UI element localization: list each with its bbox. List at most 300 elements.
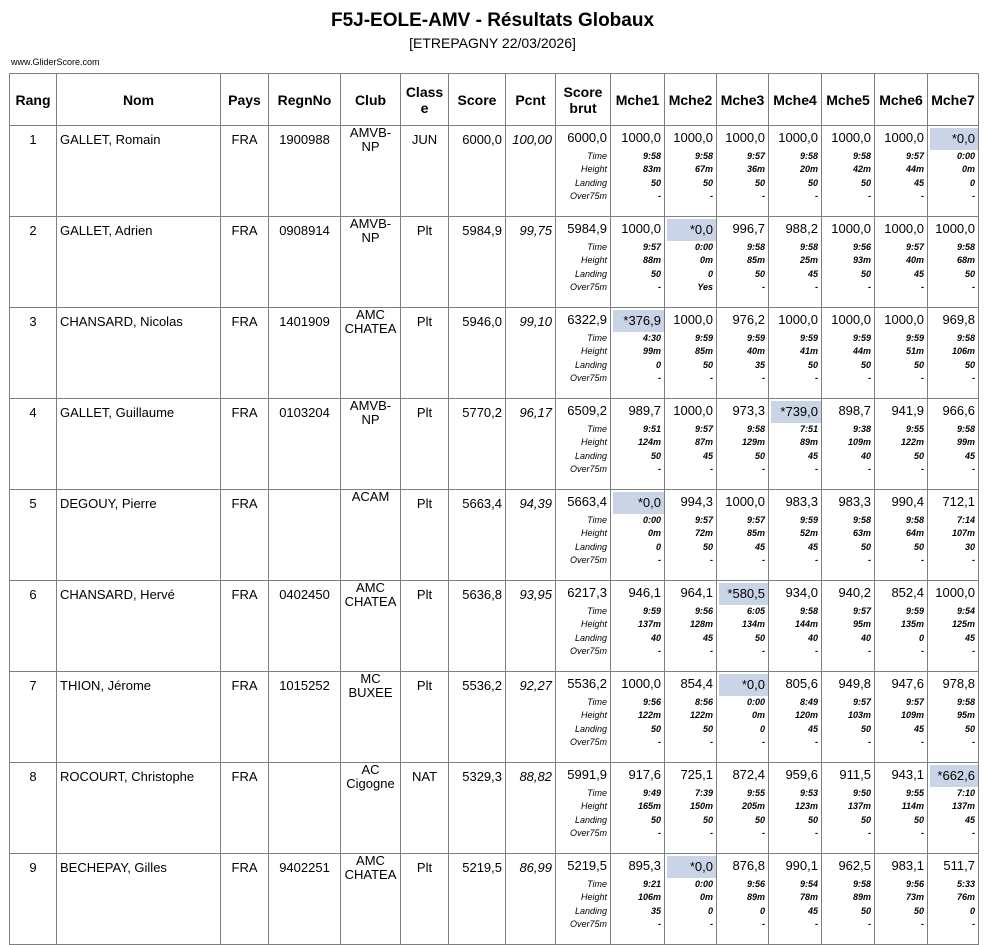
round-cell (665, 672, 717, 763)
round-landing: 50 (754, 814, 765, 825)
round-score: 1000,0 (935, 585, 975, 600)
round-time: 9:58 (956, 333, 975, 343)
percent-cell: 96,17 (506, 399, 556, 490)
round-time: 9:59 (905, 333, 924, 343)
round-cell (611, 308, 665, 399)
score-brut-value: 6000,0 (567, 130, 607, 145)
round-score: 988,2 (785, 221, 818, 236)
round-cell (875, 399, 928, 490)
round-time: 9:58 (694, 151, 713, 161)
round-cell (875, 581, 928, 672)
detail-label: Landing (574, 723, 607, 734)
class-cell: Plt (401, 490, 449, 581)
round-cell (611, 217, 665, 308)
score-brut-cell (556, 399, 611, 490)
round-landing: 0 (655, 359, 661, 370)
round-cell (717, 672, 769, 763)
score-brut-value: 5536,2 (567, 676, 607, 691)
round-score: 1000,0 (673, 403, 713, 418)
round-score: 947,6 (891, 676, 924, 691)
round-height: 137m (637, 619, 661, 630)
round-over75m: - (868, 555, 871, 566)
round-time: 9:56 (642, 697, 661, 707)
round-landing: 50 (650, 723, 661, 734)
col-header-pays: Pays (221, 74, 269, 126)
score-brut-value: 5663,4 (567, 494, 607, 509)
round-landing: 50 (964, 723, 975, 734)
round-time: 9:53 (799, 788, 818, 798)
round-cell (769, 763, 822, 854)
round-cell (665, 581, 717, 672)
col-header-rang: Rang (10, 74, 57, 126)
round-score: 943,1 (891, 767, 924, 782)
round-score: 725,1 (680, 767, 713, 782)
round-cell (769, 854, 822, 945)
round-cell (875, 854, 928, 945)
round-score-dropped: *662,6 (930, 765, 978, 787)
round-time: 9:56 (746, 879, 765, 889)
round-landing: 50 (702, 814, 713, 825)
round-time: 4:30 (642, 333, 661, 343)
round-landing: 50 (860, 905, 871, 916)
round-time: 5:33 (956, 879, 975, 889)
round-landing: 45 (964, 632, 975, 643)
round-score: 941,9 (891, 403, 924, 418)
round-height: 0m (751, 710, 765, 721)
round-cell (717, 581, 769, 672)
round-landing: 50 (913, 541, 924, 552)
round-cell (822, 126, 875, 217)
name-cell: BECHEPAY, Gilles (57, 854, 221, 945)
col-header-mche3: Mche3 (717, 74, 769, 126)
round-height: 99m (642, 346, 661, 357)
header-row (10, 74, 979, 126)
round-height: 150m (689, 801, 713, 812)
round-over75m: - (972, 464, 975, 475)
detail-label: Time (587, 606, 607, 616)
detail-label: Landing (574, 814, 607, 825)
round-time: 9:58 (956, 424, 975, 434)
detail-label: Time (587, 879, 607, 889)
round-height: 122m (900, 437, 924, 448)
round-landing: 50 (860, 268, 871, 279)
round-cell (928, 581, 979, 672)
round-over75m: - (815, 373, 818, 384)
round-over75m: - (710, 191, 713, 202)
score-cell: 5636,8 (449, 581, 506, 672)
round-time: 9:21 (642, 879, 661, 889)
round-height: 137m (951, 801, 975, 812)
round-over75m: - (868, 919, 871, 930)
round-cell (769, 581, 822, 672)
round-score: 994,3 (680, 494, 713, 509)
round-landing: 40 (650, 632, 661, 643)
rank-cell: 7 (10, 672, 57, 763)
round-score: 934,0 (785, 585, 818, 600)
round-over75m: - (762, 646, 765, 657)
round-cell (822, 763, 875, 854)
round-over75m: - (710, 828, 713, 839)
round-height: 205m (741, 801, 765, 812)
round-height: 87m (694, 437, 713, 448)
club-cell: AMC CHATEA (341, 581, 401, 672)
round-height: 93m (852, 255, 871, 266)
score-cell: 5770,2 (449, 399, 506, 490)
round-over75m: - (658, 464, 661, 475)
round-cell (665, 854, 717, 945)
name-cell: THION, Jérome (57, 672, 221, 763)
round-time: 9:57 (852, 606, 871, 616)
round-score: 962,5 (838, 858, 871, 873)
round-time: 9:59 (642, 606, 661, 616)
rank-cell: 6 (10, 581, 57, 672)
club-cell: AMC CHATEA (341, 854, 401, 945)
round-height: 52m (799, 528, 818, 539)
round-time: 7:51 (799, 424, 818, 434)
round-score: 959,6 (785, 767, 818, 782)
percent-cell: 100,00 (506, 126, 556, 217)
round-height: 72m (694, 528, 713, 539)
col-header-regnno: RegnNo (269, 74, 341, 126)
round-over75m: - (921, 373, 924, 384)
col-header-mche5: Mche5 (822, 74, 875, 126)
round-time: 9:57 (642, 242, 661, 252)
score-brut-value: 5984,9 (567, 221, 607, 236)
round-height: 135m (900, 619, 924, 630)
detail-label: Over75m (569, 919, 607, 930)
round-height: 0m (699, 255, 713, 266)
club-cell: AMVB-NP (341, 217, 401, 308)
round-height: 95m (852, 619, 871, 630)
round-score: 1000,0 (935, 221, 975, 236)
detail-label: Time (587, 515, 607, 525)
round-time: 9:55 (905, 788, 924, 798)
club-cell: AC Cigogne (341, 763, 401, 854)
col-header-score-brut: Score brut (556, 74, 611, 126)
round-landing: 50 (650, 814, 661, 825)
regn-cell (269, 490, 341, 581)
round-score: 1000,0 (725, 494, 765, 509)
detail-label: Time (587, 333, 607, 343)
round-over75m: - (710, 373, 713, 384)
round-over75m: - (658, 919, 661, 930)
round-cell (928, 854, 979, 945)
round-cell (769, 308, 822, 399)
round-time: 9:58 (905, 515, 924, 525)
round-score: 1000,0 (831, 221, 871, 236)
detail-label: Height (580, 710, 607, 721)
name-cell: GALLET, Guillaume (57, 399, 221, 490)
col-header-mche1: Mche1 (611, 74, 665, 126)
round-cell (611, 490, 665, 581)
percent-cell: 93,95 (506, 581, 556, 672)
round-score: 978,8 (942, 676, 975, 691)
club-cell: AMVB-NP (341, 399, 401, 490)
round-landing: 50 (754, 268, 765, 279)
round-cell (875, 763, 928, 854)
round-time: 7:39 (694, 788, 713, 798)
detail-label: Over75m (569, 191, 607, 202)
round-score: 1000,0 (621, 130, 661, 145)
round-time: 9:58 (852, 151, 871, 161)
round-height: 89m (852, 892, 871, 903)
round-over75m: - (815, 464, 818, 475)
round-landing: 50 (754, 632, 765, 643)
rank-cell: 2 (10, 217, 57, 308)
round-landing: 50 (650, 450, 661, 461)
website-link[interactable]: www.GliderScore.com (11, 57, 100, 67)
results-body (10, 126, 979, 945)
round-cell (928, 763, 979, 854)
col-header-pcnt: Pcnt (506, 74, 556, 126)
round-time: 9:56 (852, 242, 871, 252)
round-time: 7:10 (956, 788, 975, 798)
round-time: 9:58 (642, 151, 661, 161)
round-height: 20m (799, 164, 818, 175)
round-time: 0:00 (956, 151, 975, 161)
round-height: 41m (799, 346, 818, 357)
round-landing: 50 (702, 177, 713, 188)
detail-label: Height (580, 255, 607, 266)
round-cell (822, 581, 875, 672)
table-row (10, 399, 979, 490)
round-time: 9:59 (799, 515, 818, 525)
round-score: 1000,0 (884, 130, 924, 145)
regn-cell: 9402251 (269, 854, 341, 945)
round-score: 1000,0 (778, 312, 818, 327)
round-time: 9:58 (799, 606, 818, 616)
detail-label: Landing (574, 268, 607, 279)
round-time: 9:59 (905, 606, 924, 616)
round-height: 129m (741, 437, 765, 448)
round-landing: 0 (759, 723, 765, 734)
round-height: 89m (799, 437, 818, 448)
round-score: 983,1 (891, 858, 924, 873)
round-score: 1000,0 (621, 221, 661, 236)
detail-label: Landing (574, 177, 607, 188)
round-over75m: - (658, 373, 661, 384)
rank-cell: 9 (10, 854, 57, 945)
round-landing: 45 (913, 268, 924, 279)
round-height: 40m (905, 255, 924, 266)
round-landing: 45 (807, 541, 818, 552)
round-time: 9:58 (852, 515, 871, 525)
round-time: 9:51 (642, 424, 661, 434)
detail-label: Over75m (569, 555, 607, 566)
score-brut-cell (556, 126, 611, 217)
round-over75m: - (921, 919, 924, 930)
round-landing: 45 (702, 450, 713, 461)
round-time: 9:57 (905, 697, 924, 707)
country-cell: FRA (221, 308, 269, 399)
detail-label: Time (587, 788, 607, 798)
round-over75m: - (868, 646, 871, 657)
round-height: 106m (637, 892, 661, 903)
round-time: 9:57 (694, 515, 713, 525)
rank-cell: 3 (10, 308, 57, 399)
round-cell (822, 399, 875, 490)
round-cell (611, 763, 665, 854)
detail-label: Landing (574, 450, 607, 461)
round-over75m: - (658, 191, 661, 202)
round-time: 9:58 (799, 151, 818, 161)
round-time: 9:58 (746, 242, 765, 252)
class-cell: Plt (401, 854, 449, 945)
round-height: 85m (746, 528, 765, 539)
round-cell (822, 490, 875, 581)
detail-label: Time (587, 424, 607, 434)
round-time: 9:55 (746, 788, 765, 798)
round-landing: 50 (650, 177, 661, 188)
round-score: 895,3 (628, 858, 661, 873)
round-height: 114m (901, 801, 924, 812)
col-header-mche7: Mche7 (928, 74, 979, 126)
round-score: 976,2 (732, 312, 765, 327)
round-score: 852,4 (891, 585, 924, 600)
round-cell (611, 672, 665, 763)
round-score-dropped: *580,5 (719, 583, 768, 605)
round-height: 103m (847, 710, 871, 721)
round-landing: 35 (754, 359, 765, 370)
country-cell: FRA (221, 763, 269, 854)
col-header-club: Club (341, 74, 401, 126)
round-landing: 0 (655, 541, 661, 552)
round-score: 1000,0 (778, 130, 818, 145)
round-height: 123m (794, 801, 818, 812)
round-over75m: - (762, 828, 765, 839)
round-height: 124m (637, 437, 661, 448)
round-height: 122m (689, 710, 713, 721)
round-time: 9:57 (746, 515, 765, 525)
club-cell: MC BUXEE (341, 672, 401, 763)
round-over75m: - (658, 282, 661, 293)
table-row (10, 854, 979, 945)
regn-cell: 0402450 (269, 581, 341, 672)
round-over75m: - (868, 828, 871, 839)
round-cell (717, 854, 769, 945)
detail-label: Over75m (569, 828, 607, 839)
round-landing: 50 (913, 359, 924, 370)
round-over75m: - (658, 646, 661, 657)
round-over75m: - (972, 828, 975, 839)
detail-label: Height (580, 619, 607, 630)
round-time: 9:56 (694, 606, 713, 616)
round-landing: 0 (969, 905, 975, 916)
round-cell (769, 399, 822, 490)
round-time: 0:00 (694, 242, 713, 252)
round-time: 6:05 (746, 606, 765, 616)
detail-label: Over75m (569, 737, 607, 748)
round-score: 712,1 (942, 494, 975, 509)
round-over75m: - (815, 282, 818, 293)
round-time: 0:00 (694, 879, 713, 889)
round-cell (665, 763, 717, 854)
round-time: 9:57 (746, 151, 765, 161)
round-score-dropped: *739,0 (771, 401, 821, 423)
round-time: 9:58 (799, 242, 818, 252)
round-time: 9:57 (852, 697, 871, 707)
round-time: 9:58 (852, 879, 871, 889)
round-height: 0m (647, 528, 661, 539)
round-landing: 45 (964, 814, 975, 825)
round-cell (928, 308, 979, 399)
country-cell: FRA (221, 581, 269, 672)
country-cell: FRA (221, 672, 269, 763)
name-cell: CHANSARD, Hervé (57, 581, 221, 672)
round-landing: 0 (707, 905, 713, 916)
regn-cell (269, 763, 341, 854)
round-cell (928, 399, 979, 490)
round-cell (665, 399, 717, 490)
round-score: 966,6 (942, 403, 975, 418)
round-over75m: - (972, 282, 975, 293)
round-score-dropped: *0,0 (930, 128, 978, 150)
score-brut-cell (556, 308, 611, 399)
percent-cell: 94,39 (506, 490, 556, 581)
club-cell: AMVB-NP (341, 126, 401, 217)
round-height: 44m (852, 346, 871, 357)
round-cell (665, 308, 717, 399)
round-cell (769, 217, 822, 308)
round-score: 989,7 (628, 403, 661, 418)
round-height: 134m (741, 619, 765, 630)
round-cell (611, 581, 665, 672)
round-cell (928, 217, 979, 308)
round-over75m: - (658, 737, 661, 748)
round-over75m: - (972, 373, 975, 384)
score-brut-value: 5991,9 (567, 767, 607, 782)
round-cell (928, 490, 979, 581)
round-over75m: - (921, 555, 924, 566)
round-landing: 45 (913, 177, 924, 188)
round-landing: 45 (807, 450, 818, 461)
regn-cell: 0908914 (269, 217, 341, 308)
class-cell: JUN (401, 126, 449, 217)
round-over75m: - (868, 464, 871, 475)
table-row (10, 217, 979, 308)
round-score: 872,4 (732, 767, 765, 782)
country-cell: FRA (221, 490, 269, 581)
rank-cell: 5 (10, 490, 57, 581)
round-time: 9:54 (956, 606, 975, 616)
round-time: 9:57 (905, 151, 924, 161)
round-landing: 40 (860, 450, 871, 461)
round-height: 51m (905, 346, 924, 357)
round-cell (769, 490, 822, 581)
round-over75m: - (762, 464, 765, 475)
round-height: 67m (694, 164, 713, 175)
round-score-dropped: *0,0 (667, 219, 716, 241)
round-height: 128m (689, 619, 713, 630)
round-over75m: - (762, 373, 765, 384)
round-time: 9:58 (746, 424, 765, 434)
round-cell (717, 399, 769, 490)
round-cell (875, 126, 928, 217)
detail-label: Time (587, 697, 607, 707)
round-score: 911,5 (839, 767, 871, 782)
round-score: 990,4 (891, 494, 924, 509)
percent-cell: 99,10 (506, 308, 556, 399)
table-row (10, 581, 979, 672)
round-score: 1000,0 (725, 130, 765, 145)
round-over75m: - (710, 919, 713, 930)
score-brut-cell (556, 490, 611, 581)
round-height: 85m (694, 346, 713, 357)
round-landing: 0 (918, 632, 924, 643)
round-height: 85m (746, 255, 765, 266)
detail-label: Height (580, 437, 607, 448)
round-over75m: - (972, 919, 975, 930)
